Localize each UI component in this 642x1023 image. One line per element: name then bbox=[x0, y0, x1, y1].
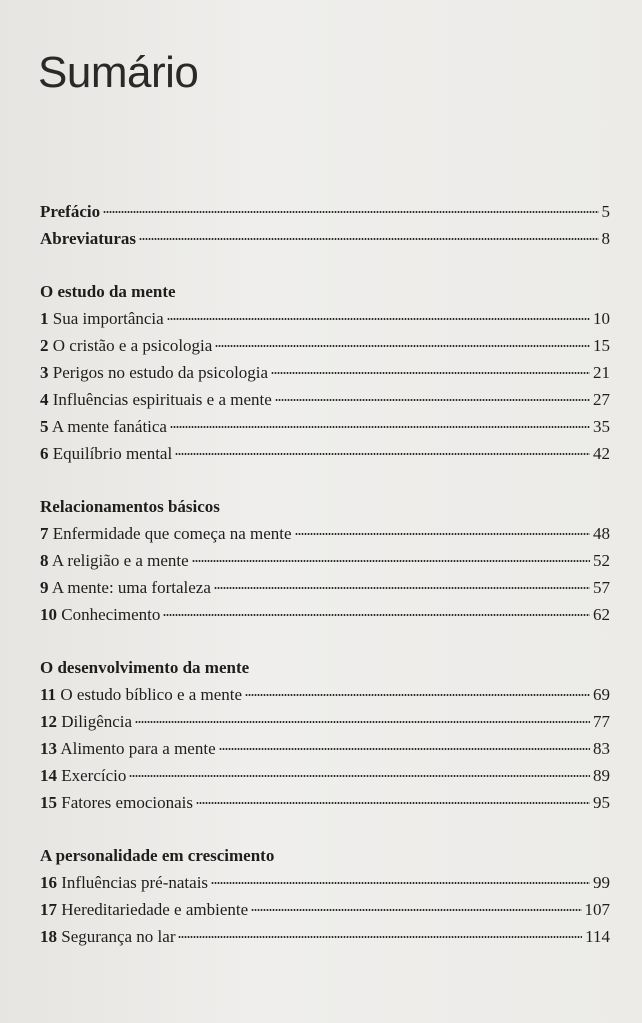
toc-entry-label: A mente fanática bbox=[51, 417, 167, 436]
dot-leader bbox=[135, 721, 590, 723]
toc-entry bbox=[40, 869, 610, 896]
toc-entry bbox=[40, 547, 610, 574]
dot-leader bbox=[211, 882, 590, 884]
dot-leader bbox=[196, 802, 590, 804]
toc-entry-label: Diligência bbox=[61, 712, 133, 731]
toc-entry-abreviaturas bbox=[40, 225, 610, 252]
toc-entry-number: 1 bbox=[40, 309, 49, 328]
section-title: Relacionamentos básicos bbox=[40, 497, 220, 516]
toc-entry-number: 5 bbox=[40, 417, 49, 436]
dot-leader bbox=[163, 614, 590, 616]
dot-leader bbox=[275, 399, 590, 401]
dot-leader bbox=[175, 453, 590, 455]
section-title: O desenvolvimento da mente bbox=[40, 658, 250, 677]
toc-entry bbox=[40, 332, 610, 359]
toc-entry-page: 10 bbox=[593, 309, 610, 328]
toc-entry-label: A mente: uma fortaleza bbox=[51, 578, 211, 597]
toc-entry-label: Influências espirituais e a mente bbox=[52, 390, 272, 409]
dot-leader bbox=[139, 238, 598, 240]
toc-entry bbox=[40, 923, 610, 950]
toc-entry-page: 48 bbox=[593, 524, 610, 543]
toc-entry-page: 52 bbox=[593, 551, 610, 570]
toc-entry-page: 69 bbox=[593, 685, 610, 704]
dot-leader bbox=[271, 372, 590, 374]
toc-entry-number: 14 bbox=[40, 766, 57, 785]
toc-entry-number: 6 bbox=[40, 444, 49, 463]
toc-entry-number: 15 bbox=[40, 793, 57, 812]
toc-entry-label: Perigos no estudo da psicologia bbox=[52, 363, 269, 382]
toc-entry-label: A religião e a mente bbox=[51, 551, 189, 570]
toc-entry-number: 2 bbox=[40, 336, 49, 355]
toc-entry-page: 42 bbox=[593, 444, 610, 463]
toc-entry bbox=[40, 708, 610, 735]
toc-entry-label: Fatores emocionais bbox=[61, 793, 193, 812]
toc-entry-page: 77 bbox=[593, 712, 610, 731]
toc-entry-label: Sua importância bbox=[52, 309, 164, 328]
toc-entry bbox=[40, 601, 610, 628]
toc-entry-page: 21 bbox=[593, 363, 610, 382]
toc-entry-number: 12 bbox=[40, 712, 57, 731]
toc-entry-label: Equilíbrio mental bbox=[52, 444, 173, 463]
toc-entry bbox=[40, 305, 610, 332]
toc-entry-page: 62 bbox=[593, 605, 610, 624]
toc-entry-number: 18 bbox=[40, 927, 57, 946]
toc-entry-prefacio bbox=[40, 198, 610, 225]
toc-entry-label: Hereditariedade e ambiente bbox=[61, 900, 249, 919]
dot-leader bbox=[192, 560, 590, 562]
toc-entry-page: 15 bbox=[593, 336, 610, 355]
toc-entry-page: 107 bbox=[584, 900, 610, 919]
toc-entry bbox=[40, 386, 610, 413]
toc-entry-page: 83 bbox=[593, 739, 610, 758]
toc-entry-number: 13 bbox=[40, 739, 57, 758]
toc-entry-number: 4 bbox=[40, 390, 49, 409]
dot-leader bbox=[215, 345, 590, 347]
toc-entry bbox=[40, 359, 610, 386]
toc-entry-page: 57 bbox=[593, 578, 610, 597]
dot-leader bbox=[129, 775, 590, 777]
toc-entry-number: 16 bbox=[40, 873, 57, 892]
dot-leader bbox=[219, 748, 590, 750]
toc-entry-label: Exercício bbox=[61, 766, 127, 785]
dot-leader bbox=[178, 936, 582, 938]
toc-entry-number: 3 bbox=[40, 363, 49, 382]
toc-entry-page: 95 bbox=[593, 793, 610, 812]
toc-entry bbox=[40, 681, 610, 708]
dot-leader bbox=[170, 426, 590, 428]
toc-entry-label: Prefácio bbox=[40, 202, 101, 221]
toc-entry bbox=[40, 574, 610, 601]
toc-entry bbox=[40, 735, 610, 762]
toc-entry bbox=[40, 520, 610, 547]
toc-entry-label: Abreviaturas bbox=[40, 229, 137, 248]
toc-entry-label: O cristão e a psicologia bbox=[52, 336, 213, 355]
toc-entry-number: 10 bbox=[40, 605, 57, 624]
toc-entry-label: Conhecimento bbox=[61, 605, 161, 624]
dot-leader bbox=[251, 909, 581, 911]
toc-entry-page: 5 bbox=[601, 202, 610, 221]
toc-entry-page: 27 bbox=[593, 390, 610, 409]
toc-entry-number: 9 bbox=[40, 578, 49, 597]
dot-leader bbox=[103, 211, 598, 213]
section-title: A personalidade em crescimento bbox=[40, 846, 275, 865]
toc-entry bbox=[40, 413, 610, 440]
dot-leader bbox=[295, 533, 590, 535]
toc-entry-page: 99 bbox=[593, 873, 610, 892]
page-title: Sumário bbox=[38, 48, 199, 97]
toc-entry-label: O estudo bíblico e a mente bbox=[60, 685, 243, 704]
toc-entry bbox=[40, 896, 610, 923]
toc-entry bbox=[40, 440, 610, 467]
toc-entry-number: 11 bbox=[40, 685, 57, 704]
toc-entry-number: 17 bbox=[40, 900, 57, 919]
section-title: O estudo da mente bbox=[40, 282, 176, 301]
toc-entry-page: 114 bbox=[585, 927, 610, 946]
toc-entry-number: 8 bbox=[40, 551, 49, 570]
toc-entry-label: Enfermidade que começa na mente bbox=[52, 524, 292, 543]
toc-entry-page: 8 bbox=[601, 229, 610, 248]
toc-entry-label: Segurança no lar bbox=[61, 927, 176, 946]
dot-leader bbox=[245, 694, 590, 696]
toc-entry-page: 89 bbox=[593, 766, 610, 785]
dot-leader bbox=[214, 587, 590, 589]
toc-entry-label: Influências pré-natais bbox=[61, 873, 209, 892]
toc-entry-page: 35 bbox=[593, 417, 610, 436]
dot-leader bbox=[167, 318, 590, 320]
toc-entry bbox=[40, 762, 610, 789]
table-of-contents bbox=[40, 198, 610, 950]
toc-entry bbox=[40, 789, 610, 816]
toc-entry-number: 7 bbox=[40, 524, 49, 543]
toc-entry-label: Alimento para a mente bbox=[60, 739, 216, 758]
